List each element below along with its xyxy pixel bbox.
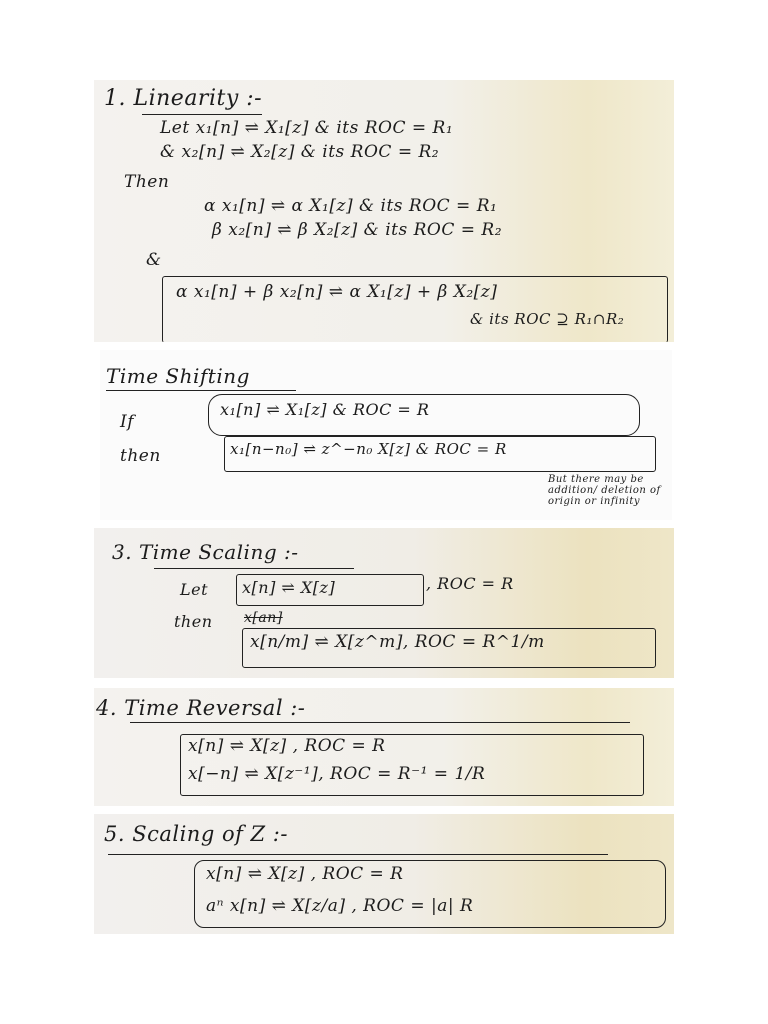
- scaling-z-heading: 5. Scaling of Z :-: [104, 822, 288, 846]
- linearity-line-5: β x₂[n] ⇌ β X₂[z] & its ROC = R₂: [212, 220, 503, 240]
- scaling-line-2: x[an]: [244, 610, 283, 626]
- time-reversal-section: [94, 688, 674, 806]
- linearity-line-4: α x₁[n] ⇌ α X₁[z] & its ROC = R₁: [204, 196, 498, 216]
- time-scaling-heading: 3. Time Scaling :-: [112, 540, 299, 564]
- scaling-z-line-1: x[n] ⇌ X[z] , ROC = R: [206, 864, 404, 884]
- linearity-line-3: Then: [124, 172, 170, 192]
- time-shifting-heading: Time Shifting: [106, 364, 250, 388]
- linearity-heading: 1. Linearity :-: [104, 86, 263, 111]
- shift-if-label: If: [120, 412, 135, 432]
- reversal-line-1: x[n] ⇌ X[z] , ROC = R: [188, 736, 386, 756]
- linearity-line-2: & x₂[n] ⇌ X₂[z] & its ROC = R₂: [160, 142, 440, 162]
- heading-underline: [106, 390, 296, 391]
- linearity-roc: & its ROC ⊇ R₁∩R₂: [470, 310, 625, 328]
- linearity-line-6: &: [146, 250, 162, 270]
- linearity-section: [94, 80, 674, 342]
- linearity-result: α x₁[n] + β x₂[n] ⇌ α X₁[z] + β X₂[z]: [176, 282, 498, 302]
- shift-line-1: x₁[n] ⇌ X₁[z] & ROC = R: [220, 400, 430, 419]
- linearity-line-1: Let x₁[n] ⇌ X₁[z] & its ROC = R₁: [160, 118, 454, 138]
- shift-line-2: x₁[n−n₀] ⇌ z^−n₀ X[z] & ROC = R: [230, 440, 507, 458]
- scaling-z-line-2: aⁿ x[n] ⇌ X[z/a] , ROC = |a| R: [206, 896, 474, 916]
- heading-underline: [130, 722, 630, 723]
- shift-then-label: then: [120, 446, 161, 466]
- heading-underline: [142, 114, 262, 115]
- scaling-of-z-section: [94, 814, 674, 934]
- heading-underline: [108, 854, 608, 855]
- time-reversal-heading: 4. Time Reversal :-: [96, 696, 306, 720]
- time-shifting-section: [100, 350, 672, 520]
- reversal-line-2: x[−n] ⇌ X[z⁻¹], ROC = R⁻¹ = 1/R: [188, 764, 486, 784]
- scaling-roc-1: , ROC = R: [426, 574, 514, 593]
- scaling-line-3: x[n/m] ⇌ X[z^m], ROC = R^1/m: [250, 632, 545, 652]
- time-scaling-section: [94, 528, 674, 678]
- scaling-line-1: x[n] ⇌ X[z]: [242, 578, 336, 597]
- heading-underline: [154, 568, 354, 569]
- shift-note: But there may be addition/ deletion of origin or infinity: [548, 474, 661, 507]
- scaling-let-label: Let: [180, 580, 209, 599]
- scaling-then-label: then: [174, 612, 213, 631]
